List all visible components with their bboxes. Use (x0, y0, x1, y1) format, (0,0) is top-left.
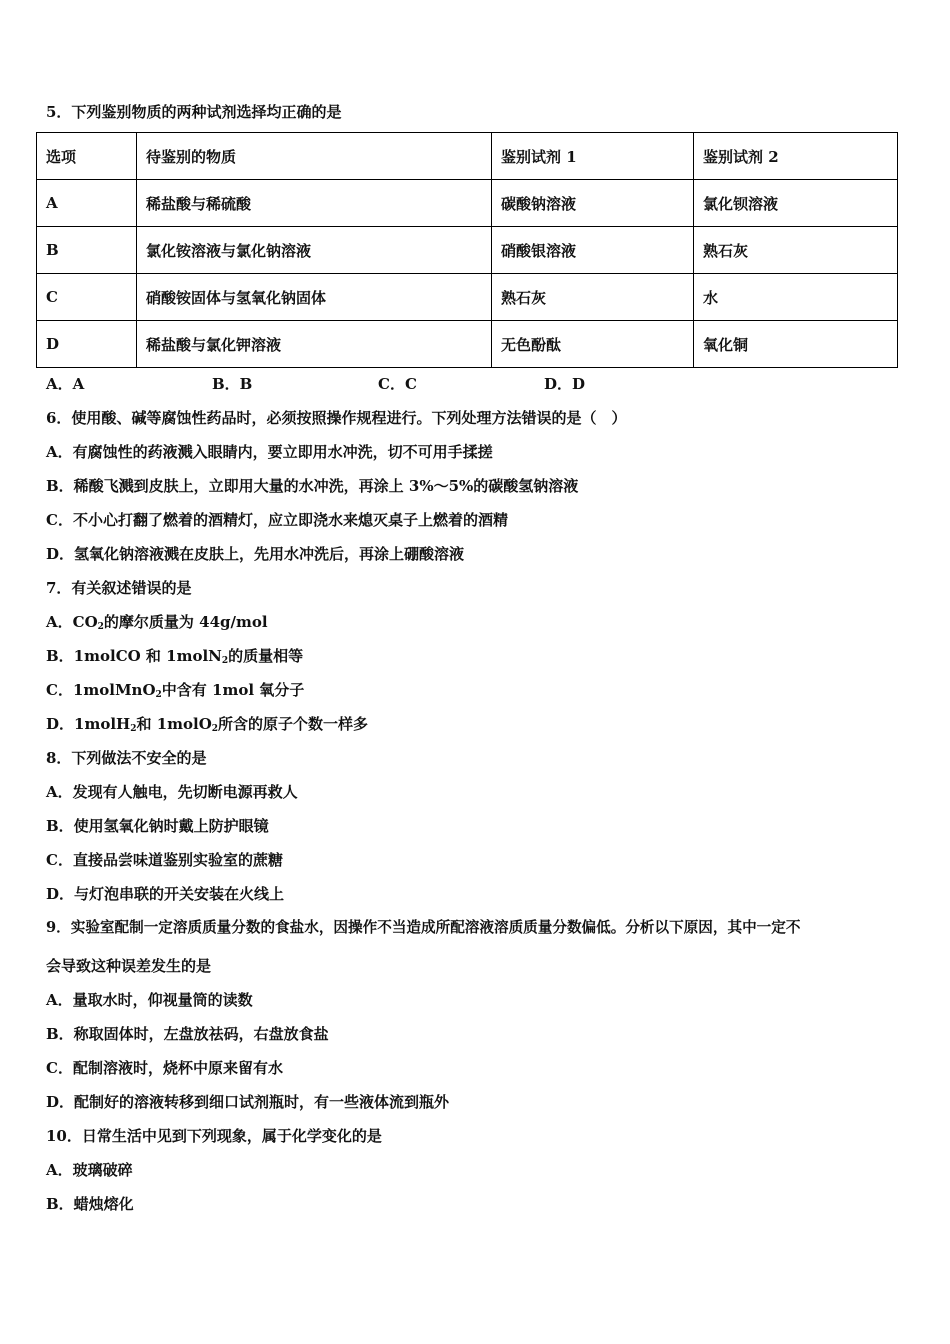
q10-option-b: B．蜡烛熔化 (46, 1195, 134, 1213)
q5-choice-c: C．C (378, 375, 417, 393)
q7-stem: 7．有关叙述错误的是 (46, 579, 192, 597)
subscript: 2 (155, 690, 162, 700)
q5-table (36, 132, 898, 368)
q8-option-b: B．使用氢氧化钠时戴上防护眼镜 (46, 817, 269, 835)
q7-a-text-end: 的摩尔质量为 44g/mol (103, 613, 268, 631)
table-header-cell: 鉴别试剂 1 (492, 133, 694, 180)
table-cell: 氯化钡溶液 (694, 180, 898, 227)
table-header-cell: 待鉴别的物质 (137, 133, 492, 180)
table-row (37, 274, 898, 321)
q7-c-text: C．1molMnO (46, 681, 156, 699)
table-cell: 氧化铜 (694, 321, 898, 368)
q7-d-text: D．1molH (46, 715, 131, 733)
table-cell: 硝酸银溶液 (492, 227, 694, 274)
q7-option-a (46, 612, 268, 632)
table-cell: B (37, 227, 137, 274)
q10-stem: 10．日常生活中见到下列现象，属于化学变化的是 (46, 1127, 382, 1145)
q7-b-text-end: 的质量相等 (228, 647, 304, 665)
table-cell: 无色酚酞 (492, 321, 694, 368)
subscript: 2 (211, 724, 219, 734)
table-header-cell: 选项 (37, 133, 137, 180)
q6-option-b: B．稀酸飞溅到皮肤上，立即用大量的水冲洗，再涂上 3%～5%的碳酸氢钠溶液 (46, 477, 579, 495)
q8-option-c: C．直接品尝味道鉴别实验室的蔗糖 (46, 851, 283, 869)
q7-option-b (46, 646, 303, 666)
subscript: 2 (221, 656, 229, 666)
q7-d-text-end: 所含的原子个数一样多 (218, 715, 369, 733)
q7-option-d (46, 714, 368, 734)
table-cell: D (37, 321, 137, 368)
q7-option-c (46, 680, 304, 700)
q10-option-a: A．玻璃破碎 (46, 1161, 133, 1179)
q7-a-text: A．CO (46, 613, 98, 631)
q8-option-a: A．发现有人触电，先切断电源再救人 (46, 783, 298, 801)
q8-stem: 8．下列做法不安全的是 (46, 749, 207, 767)
table-cell: 熟石灰 (492, 274, 694, 321)
q9-stem-line1: 9．实验室配制一定溶质质量分数的食盐水，因操作不当造成所配溶液溶质质量分数偏低。分析以下原因，其中一定不 (46, 919, 801, 936)
table-cell: 水 (694, 274, 898, 321)
q5-stem: 5．下列鉴别物质的两种试剂选择均正确的是 (46, 103, 342, 121)
table-cell: 碳酸钠溶液 (492, 180, 694, 227)
subscript: 2 (97, 622, 104, 632)
table-cell: 硝酸铵固体与氢氧化钠固体 (137, 274, 492, 321)
q9-option-d: D．配制好的溶液转移到细口试剂瓶时，有一些液体流到瓶外 (46, 1093, 450, 1111)
subscript: 2 (130, 724, 137, 734)
table-cell: 氯化铵溶液与氯化钠溶液 (137, 227, 492, 274)
q7-b-text: B．1molCO 和 1molN (46, 647, 222, 665)
q9-stem-line2: 会导致这种误差发生的是 (46, 957, 212, 975)
q9-option-c: C．配制溶液时，烧杯中原来留有水 (46, 1059, 283, 1077)
q7-d-text-mid: 和 1molO (136, 715, 212, 733)
q5-choice-d: D．D (544, 375, 586, 393)
q9-option-a: A．量取水时，仰视量筒的读数 (46, 991, 253, 1009)
table-row (37, 321, 898, 368)
q5-choice-a: A．A (46, 375, 85, 393)
table-header-row (37, 133, 898, 180)
q5-choice-b: B．B (212, 375, 253, 393)
q6-option-a: A．有腐蚀性的药液溅入眼睛内，要立即用水冲洗，切不可用手揉搓 (46, 443, 493, 461)
q5-choices (46, 374, 710, 394)
table-row (37, 180, 898, 227)
table-cell: A (37, 180, 137, 227)
q9-option-b: B．称取固体时，左盘放祛码，右盘放食盐 (46, 1025, 329, 1043)
q6-option-d: D．氢氧化钠溶液溅在皮肤上，先用水冲洗后，再涂上硼酸溶液 (46, 545, 465, 563)
q7-c-text-end: 中含有 1mol 氧分子 (161, 681, 305, 699)
table-row (37, 227, 898, 274)
table-cell: 熟石灰 (694, 227, 898, 274)
q6-option-c: C．不小心打翻了燃着的酒精灯，应立即浇水来熄灭桌子上燃着的酒精 (46, 511, 508, 529)
table-cell: C (37, 274, 137, 321)
table-header-cell: 鉴别试剂 2 (694, 133, 898, 180)
q6-stem: 6．使用酸、碱等腐蚀性药品时，必须按照操作规程进行。下列处理方法错误的是（ ） (46, 409, 627, 427)
q8-option-d: D．与灯泡串联的开关安装在火线上 (46, 885, 285, 903)
table-cell: 稀盐酸与氯化钾溶液 (137, 321, 492, 368)
table-cell: 稀盐酸与稀硫酸 (137, 180, 492, 227)
